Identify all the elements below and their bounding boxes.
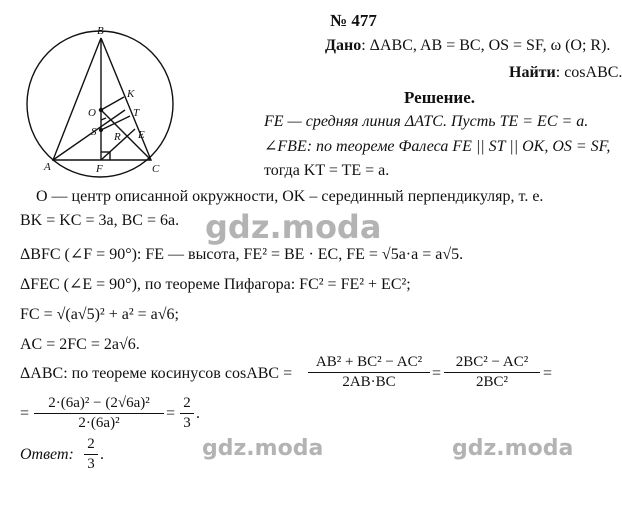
label-s: S bbox=[91, 126, 97, 138]
fraction-1-denominator: 2AB·BC bbox=[342, 374, 396, 390]
answer-label: Ответ: bbox=[20, 446, 74, 463]
line-7: ΔFEC (∠E = 90°), по теореме Пифагора: FC² = FE² + EC²; bbox=[20, 276, 411, 293]
line-11-prefix: = bbox=[20, 405, 30, 422]
watermark-3: gdz.moda bbox=[452, 436, 574, 461]
line-2: ∠FBE: по теореме Фалеса FE || ST || OK, OS = SF, bbox=[264, 138, 611, 155]
given-line bbox=[325, 37, 610, 55]
label-r: R bbox=[114, 131, 121, 143]
line-4: O — центр описанной окружности, OK – серединный перпендикуляр, т. е. bbox=[36, 188, 544, 205]
answer-fraction bbox=[84, 436, 98, 473]
fraction-2-denominator: 2BC² bbox=[475, 374, 508, 390]
label-o: O bbox=[88, 107, 96, 119]
label-b: B bbox=[97, 25, 104, 37]
line-10-prefix: ΔABC: по теореме косинусов cosABC = bbox=[20, 365, 293, 382]
line-9: AC = 2FC = 2a√6. bbox=[20, 336, 140, 353]
watermark-2: gdz.moda bbox=[202, 436, 324, 461]
find-line bbox=[509, 64, 622, 82]
label-f: F bbox=[96, 163, 103, 175]
fraction-4 bbox=[180, 395, 194, 432]
line-5: BK = KC = 3a, BC = 6a. bbox=[20, 212, 180, 229]
find-text: : cosABC. bbox=[555, 64, 622, 81]
fraction-2 bbox=[444, 354, 540, 391]
solution-heading: Решение. bbox=[404, 88, 475, 107]
fraction-4-denominator: 3 bbox=[183, 415, 191, 431]
label-c: C bbox=[152, 163, 160, 175]
fraction-3-denominator: 2·(6a)² bbox=[78, 415, 120, 431]
triangle-abc bbox=[53, 38, 151, 160]
fraction-3-numerator: 2·(6a)² − (2√6a)² bbox=[34, 395, 164, 414]
label-k: K bbox=[127, 88, 135, 100]
watermark-1: gdz.moda bbox=[205, 208, 382, 246]
segment-ok bbox=[101, 97, 124, 110]
fraction-3 bbox=[34, 395, 164, 432]
line-1: FE — средняя линия ΔATC. Пусть TE = EC = a. bbox=[264, 113, 589, 130]
label-a: A bbox=[44, 161, 51, 173]
find-label: Найти bbox=[509, 64, 556, 81]
fraction-1 bbox=[308, 354, 430, 391]
fraction-2-numerator: 2BC² − AC² bbox=[444, 354, 540, 373]
label-t: T bbox=[133, 107, 140, 119]
given-label: Дано bbox=[325, 37, 362, 54]
circumcircle bbox=[27, 31, 173, 177]
problem-number: № 477 bbox=[330, 11, 377, 30]
fraction-1-numerator: AB² + BC² − AC² bbox=[308, 354, 430, 373]
label-e: E bbox=[138, 129, 145, 141]
answer-denominator: 3 bbox=[87, 456, 95, 472]
answer-numerator: 2 bbox=[84, 436, 98, 455]
line-8: FC = √(a√5)² + a² = a√6; bbox=[20, 306, 179, 323]
line-6: ΔBFC (∠F = 90°): FE — высота, FE² = BE · EC, FE = √5a·a = a√5. bbox=[20, 246, 464, 263]
line-3: тогда KT = TE = a. bbox=[264, 162, 390, 179]
fraction-4-numerator: 2 bbox=[180, 395, 194, 414]
given-text: : ΔABC, AB = BC, OS = SF, ω (O; R). bbox=[361, 37, 611, 54]
